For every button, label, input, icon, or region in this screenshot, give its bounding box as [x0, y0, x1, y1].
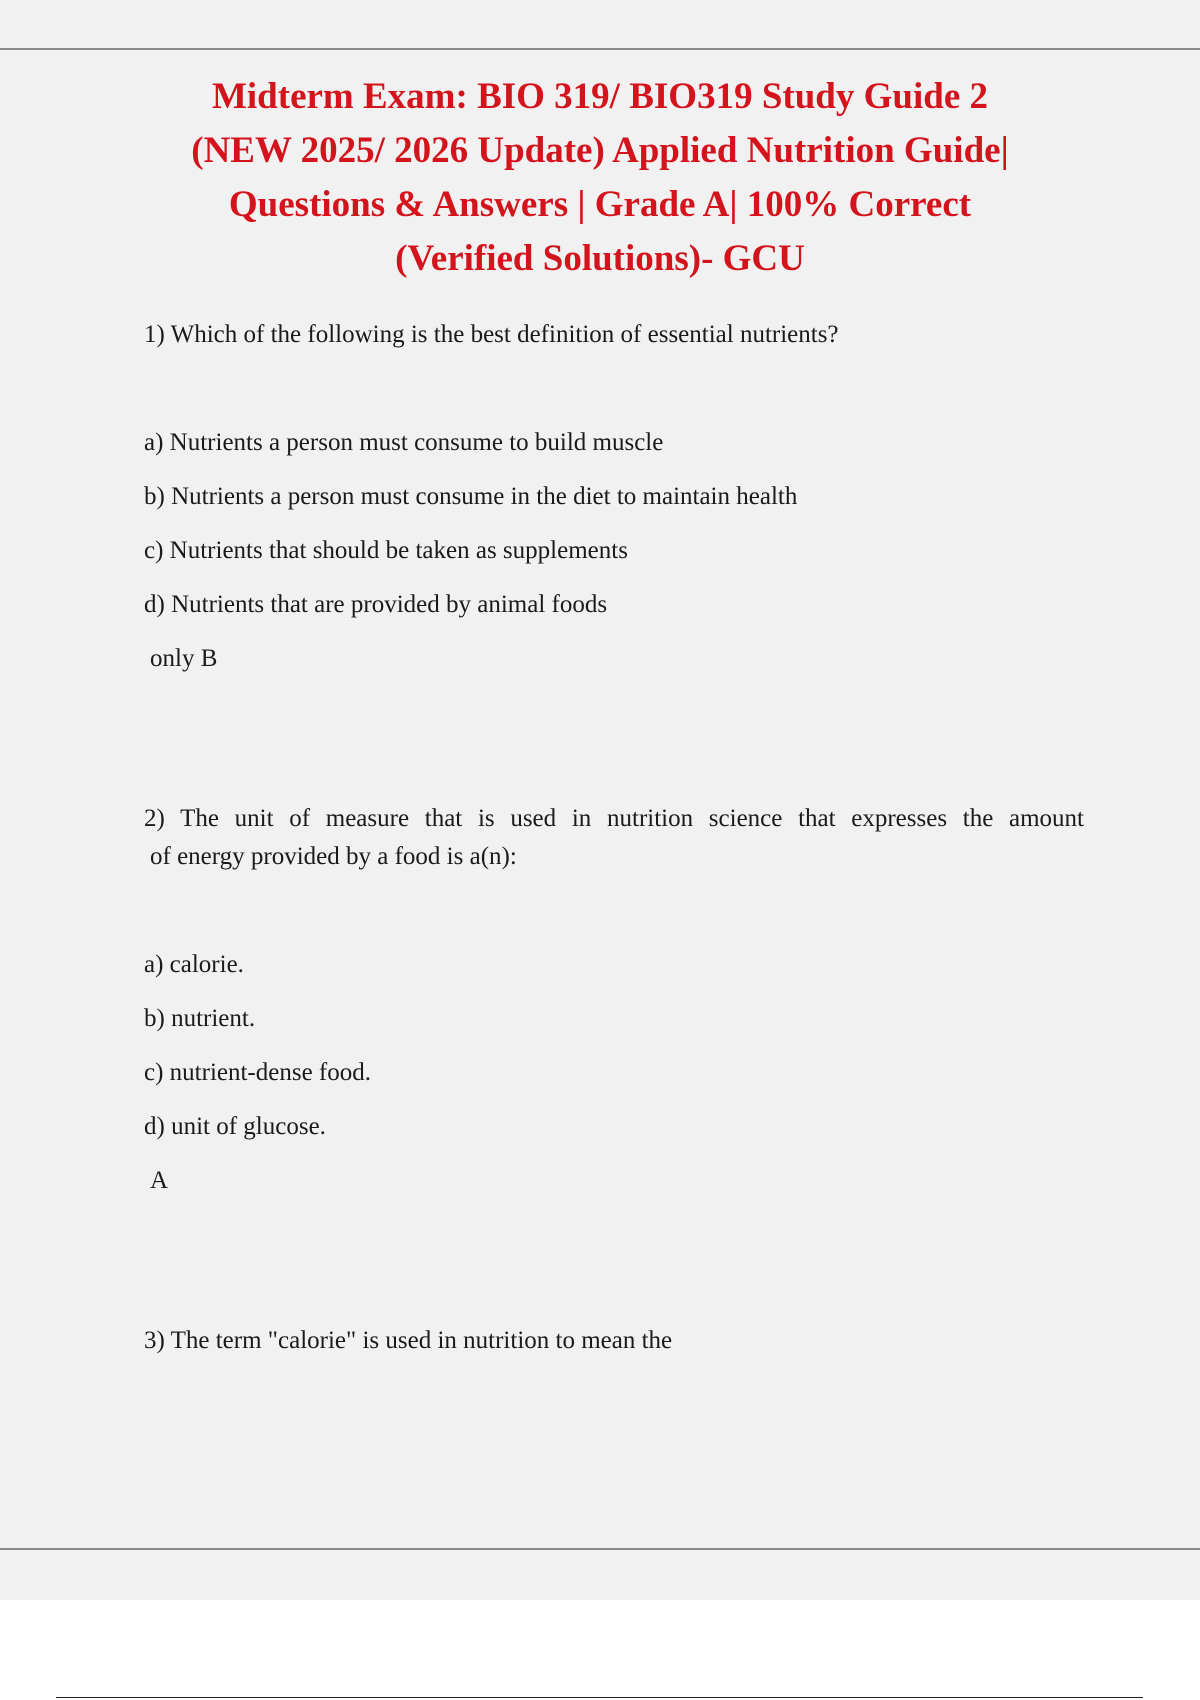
question-2-option-c: c) nutrient-dense food. [144, 1059, 372, 1086]
document-title [100, 70, 1100, 286]
title-line: Questions & Answers | Grade A| 100% Correct [228, 184, 972, 225]
question-1-option-a: a) Nutrients a person must consume to build muscle [144, 429, 664, 456]
question-1-option-c: c) Nutrients that should be taken as supplements [144, 537, 628, 564]
question-1-answer: only B [150, 645, 218, 672]
page-top-divider [0, 48, 1200, 50]
question-2-answer: A [150, 1167, 169, 1194]
next-page-rule [56, 1697, 1143, 1698]
title-line: (NEW 2025/ 2026 Update) Applied Nutrition Guide| [191, 130, 1009, 171]
question-2-prompt [144, 800, 1084, 876]
question-2-prompt-line: 2) The unit of measure that is used in nutrition science that expresses the amount [144, 805, 1084, 832]
title-line: (Verified Solutions)- GCU [395, 238, 805, 279]
question-2-option-d: d) unit of glucose. [144, 1113, 326, 1140]
question-2-option-a: a) calorie. [144, 951, 244, 978]
question-2-prompt-line: of energy provided by a food is a(n): [150, 843, 517, 870]
title-line: Midterm Exam: BIO 319/ BIO319 Study Guide 2 [211, 76, 989, 117]
question-1-prompt: 1) Which of the following is the best definition of essential nutrients? [144, 321, 839, 348]
question-2-option-b: b) nutrient. [144, 1005, 256, 1032]
page-bottom-divider [0, 1548, 1200, 1550]
question-1-option-d: d) Nutrients that are provided by animal foods [144, 591, 608, 618]
question-3-prompt: 3) The term "calorie" is used in nutrition to mean the [144, 1327, 673, 1354]
question-1-option-b: b) Nutrients a person must consume in the diet to maintain health [144, 483, 798, 510]
